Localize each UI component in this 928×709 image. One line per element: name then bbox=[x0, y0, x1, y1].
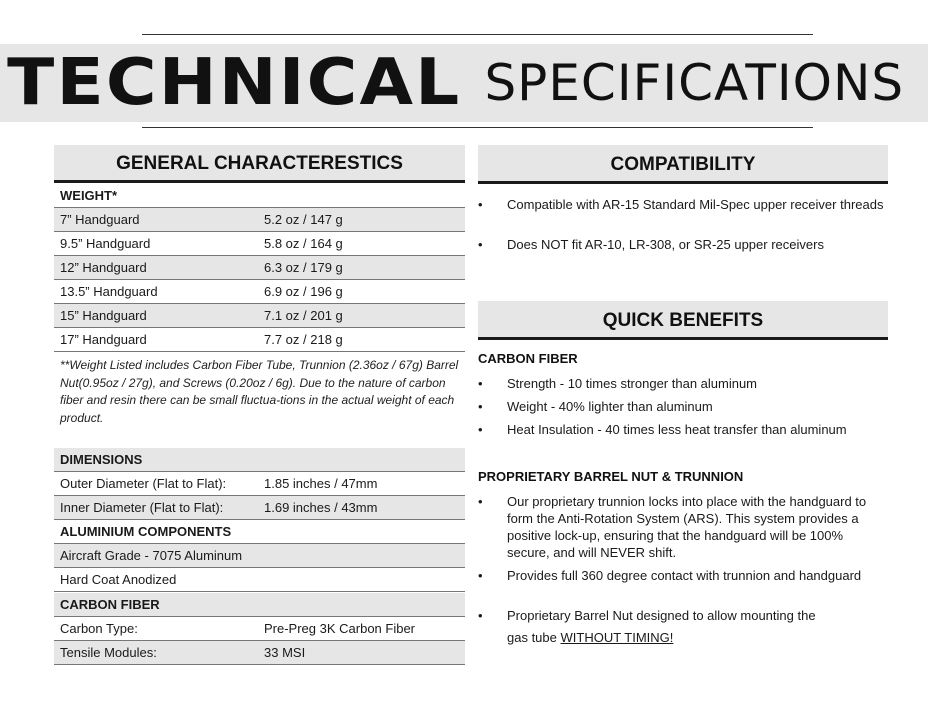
aluminium-header: ALUMINIUM COMPONENTS bbox=[60, 524, 232, 539]
without-timing-emphasis: WITHOUT TIMING! bbox=[560, 630, 674, 645]
compatibility-text: Compatible with AR-15 Standard Mil-Spec upper receiver threads bbox=[507, 197, 884, 212]
table-row bbox=[54, 472, 465, 496]
carbon-header-row bbox=[54, 593, 465, 617]
weight-note: **Weight Listed includes Carbon Fiber Tube, Trunnion (2.36oz / 67g) Barrel Nut(0.95oz / 27g), and Screws (0.20oz / 6g). Due to the nature of carbon fiber and resin there can be small fluctua-tions in the actual weight of each product. bbox=[60, 358, 459, 425]
benefit-text-line2: gas tube bbox=[507, 630, 557, 645]
title-rule-top bbox=[142, 34, 813, 35]
weight-value: 5.8 oz / 164 g bbox=[264, 236, 343, 251]
weight-item: 13.5” Handguard bbox=[60, 284, 158, 299]
bullet-icon: • bbox=[478, 399, 483, 414]
dimension-value: 1.85 inches / 47mm bbox=[264, 476, 378, 491]
compatibility-heading: COMPATIBILITY bbox=[478, 145, 888, 184]
weight-value: 6.3 oz / 179 g bbox=[264, 260, 343, 275]
bullet-icon: • bbox=[478, 608, 483, 623]
weight-value: 7.7 oz / 218 g bbox=[264, 332, 343, 347]
title-rule-bottom bbox=[142, 127, 813, 128]
page-title-sub: SPECIFICATIONS bbox=[484, 54, 905, 112]
benefit-text: Our proprietary trunnion locks into place with the handguard to form the Anti-Rotation System (ARS). This system provides a positive lock-up, ensuring that the handguard will be 100% secure, and will NEVER shift. bbox=[507, 494, 867, 560]
table-row bbox=[54, 568, 465, 592]
weight-item: 12” Handguard bbox=[60, 260, 147, 275]
benefits-carbon-label: CARBON FIBER bbox=[478, 351, 578, 366]
weight-item: 7” Handguard bbox=[60, 212, 140, 227]
list-item bbox=[478, 236, 888, 253]
list-item bbox=[478, 607, 888, 647]
table-row bbox=[54, 617, 465, 641]
carbon-header: CARBON FIBER bbox=[60, 597, 160, 612]
table-row bbox=[54, 641, 465, 665]
weight-item: 15” Handguard bbox=[60, 308, 147, 323]
weight-header: WEIGHT* bbox=[60, 188, 118, 203]
bullet-icon: • bbox=[478, 376, 483, 391]
bullet-icon: • bbox=[478, 237, 483, 252]
benefit-text-line1: Proprietary Barrel Nut designed to allow mounting the bbox=[507, 608, 816, 623]
bullet-icon: • bbox=[478, 568, 483, 583]
aluminium-header-row bbox=[54, 520, 465, 544]
table-row bbox=[54, 208, 465, 232]
weight-value: 5.2 oz / 147 g bbox=[264, 212, 343, 227]
benefit-text bbox=[507, 605, 887, 649]
bullet-icon: • bbox=[478, 197, 483, 212]
table-row bbox=[54, 280, 465, 304]
table-row bbox=[54, 544, 465, 568]
carbon-value: Pre-Preg 3K Carbon Fiber bbox=[264, 621, 416, 636]
carbon-item: Tensile Modules: bbox=[60, 645, 157, 660]
table-row bbox=[54, 232, 465, 256]
dimension-item: Outer Diameter (Flat to Flat): bbox=[60, 476, 227, 491]
carbon-item: Carbon Type: bbox=[60, 621, 138, 636]
bullet-icon: • bbox=[478, 422, 483, 437]
aluminium-item: Hard Coat Anodized bbox=[60, 572, 177, 587]
table-row bbox=[54, 256, 465, 280]
dimensions-header: DIMENSIONS bbox=[60, 452, 143, 467]
list-item bbox=[478, 421, 888, 438]
table-row bbox=[54, 328, 465, 352]
benefit-text: Weight - 40% lighter than aluminum bbox=[507, 399, 713, 414]
compatibility-text: Does NOT fit AR-10, LR-308, or SR-25 upper receivers bbox=[507, 237, 824, 252]
benefit-text: Heat Insulation - 40 times less heat transfer than aluminum bbox=[507, 422, 847, 437]
benefits-barrel-label: PROPRIETARY BARREL NUT & TRUNNION bbox=[478, 469, 744, 484]
dimension-item: Inner Diameter (Flat to Flat): bbox=[60, 500, 224, 515]
weight-value: 7.1 oz / 201 g bbox=[264, 308, 343, 323]
bullet-icon: • bbox=[478, 494, 483, 509]
weight-header-row bbox=[54, 184, 465, 208]
benefits-heading: QUICK BENEFITS bbox=[478, 301, 888, 340]
table-row bbox=[54, 496, 465, 520]
page-title-main: TECHNICAL bbox=[7, 46, 462, 120]
list-item bbox=[478, 196, 888, 230]
table-row bbox=[54, 304, 465, 328]
page-title bbox=[0, 44, 928, 122]
weight-item: 9.5” Handguard bbox=[60, 236, 151, 251]
list-item bbox=[478, 567, 888, 601]
dimensions-header-row bbox=[54, 448, 465, 472]
weight-value: 6.9 oz / 196 g bbox=[264, 284, 343, 299]
dimension-value: 1.69 inches / 43mm bbox=[264, 500, 378, 515]
general-heading: GENERAL CHARACTERESTICS bbox=[54, 145, 465, 183]
benefit-text: Provides full 360 degree contact with trunnion and handguard bbox=[507, 568, 862, 583]
weight-item: 17” Handguard bbox=[60, 332, 147, 347]
aluminium-item: Aircraft Grade - 7075 Aluminum bbox=[60, 548, 243, 563]
list-item bbox=[478, 493, 888, 561]
list-item bbox=[478, 375, 888, 392]
carbon-value: 33 MSI bbox=[264, 645, 306, 660]
benefit-text: Strength - 10 times stronger than aluminum bbox=[507, 376, 758, 391]
list-item bbox=[478, 398, 888, 415]
